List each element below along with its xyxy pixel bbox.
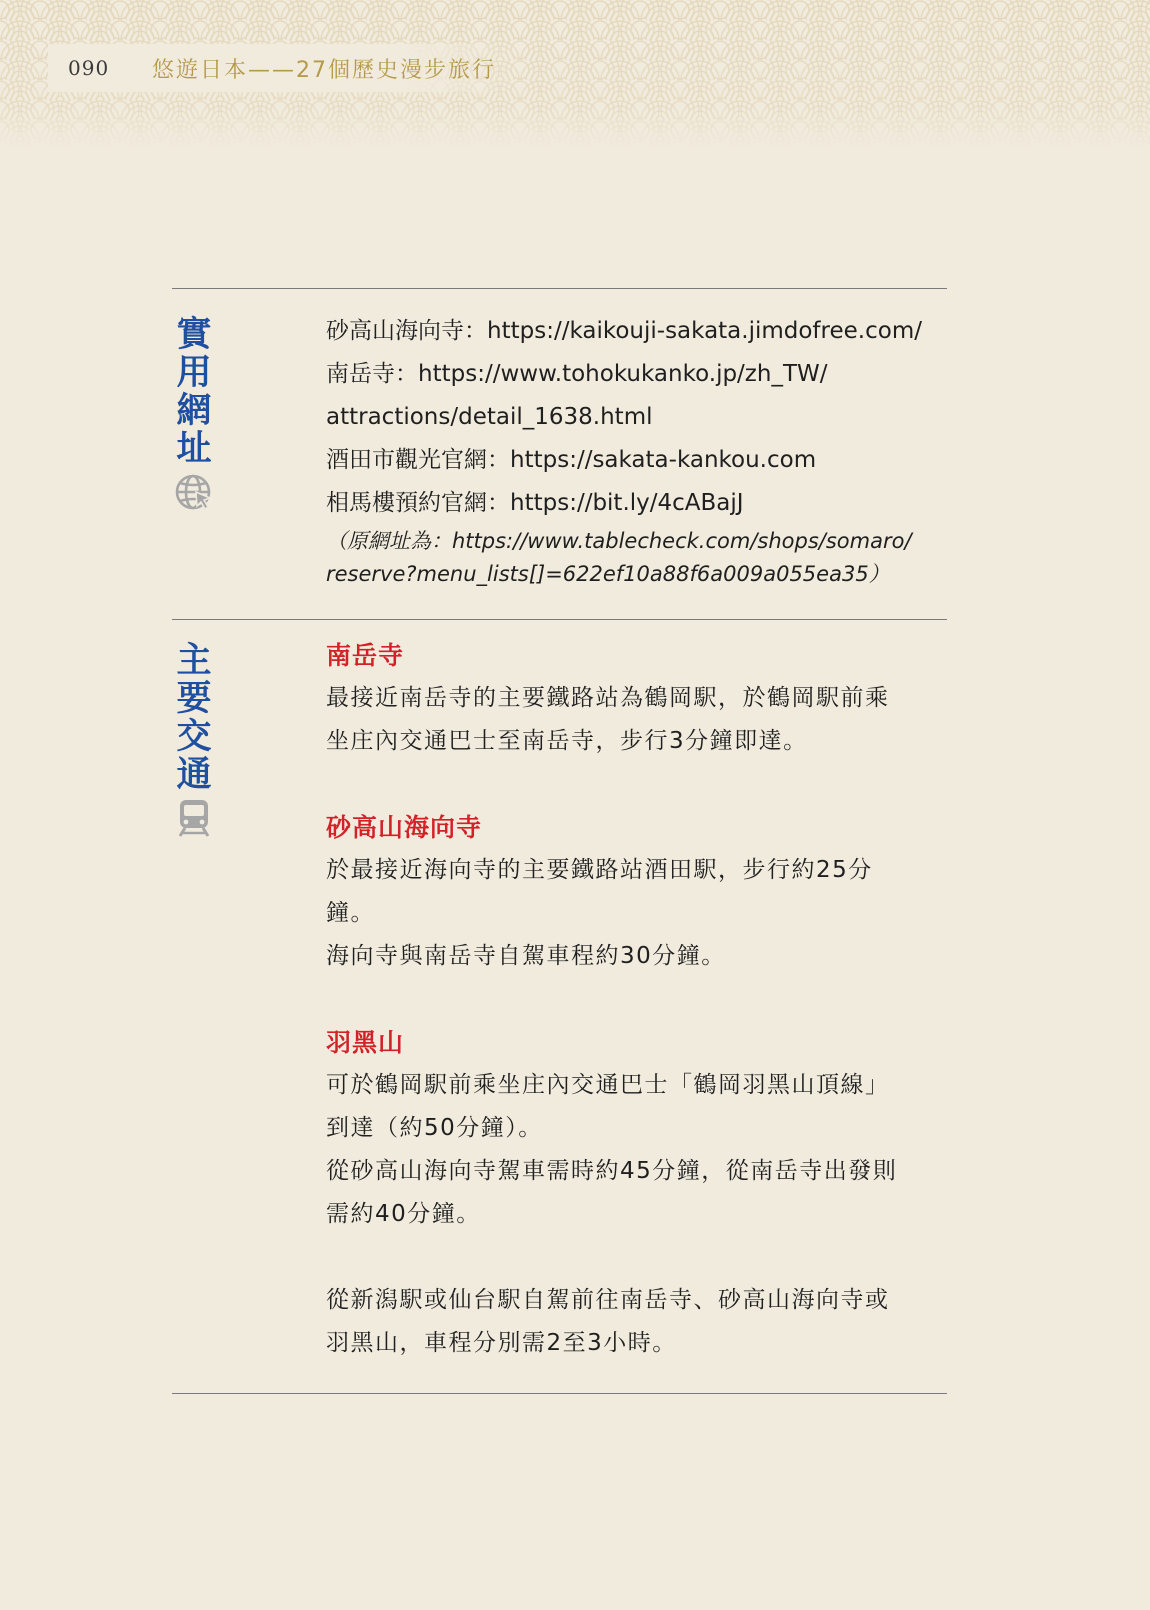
label-char: 主 xyxy=(176,641,212,681)
bottom-divider xyxy=(172,1393,947,1394)
transport-text: 從砂高山海向寺駕車需時約45分鐘，從南岳寺出發則 xyxy=(326,1158,898,1184)
section-label-transport xyxy=(172,642,216,838)
top-divider xyxy=(172,288,947,289)
transport-text: 於最接近海向寺的主要鐵路站酒田駅，步行約25分 xyxy=(326,857,873,883)
transport-text: 海向寺與南岳寺自駕車程約30分鐘。 xyxy=(326,943,726,969)
label-char: 通 xyxy=(176,755,212,795)
label-char: 要 xyxy=(176,679,212,719)
transport-closing: 羽黑山，車程分別需2至3小時。 xyxy=(326,1330,677,1356)
running-title: 悠遊日本——27個歷史漫步旅行 xyxy=(152,58,496,83)
heading-nangakuji: 南岳寺 xyxy=(326,641,405,670)
link-sakata-kankou[interactable]: 酒田市觀光官網：https://sakata-kankou.com xyxy=(326,447,817,473)
link-nangakuji[interactable]: 南岳寺：https://www.tohokukanko.jp/zh_TW/ xyxy=(326,361,828,387)
transport-text: 到達（約50分鐘）。 xyxy=(326,1115,543,1141)
page-number: 090 xyxy=(68,56,110,80)
transport-text: 坐庄內交通巴士至南岳寺，步行3分鐘即達。 xyxy=(326,728,808,754)
heading-kaikouji: 砂高山海向寺 xyxy=(326,813,483,842)
transport-content xyxy=(326,634,951,1365)
links-content xyxy=(326,310,951,591)
section-label-links xyxy=(172,316,216,512)
transport-closing: 從新潟駅或仙台駅自駕前往南岳寺、砂高山海向寺或 xyxy=(326,1287,890,1313)
link-note: reserve?menu_lists[]=622ef10a88f6a009a055ea35） xyxy=(326,562,890,586)
spacer xyxy=(326,763,951,806)
middle-divider xyxy=(172,619,947,620)
transport-text: 可於鶴岡駅前乘坐庄內交通巴士「鶴岡羽黑山頂線」 xyxy=(326,1072,890,1098)
label-char: 實 xyxy=(176,315,212,355)
globe-cursor-icon xyxy=(174,472,214,512)
label-char: 交 xyxy=(176,717,212,757)
heading-haguro: 羽黑山 xyxy=(326,1028,405,1057)
label-char: 用 xyxy=(176,353,212,393)
link-kaikouji[interactable]: 砂高山海向寺：https://kaikouji-sakata.jimdofree.com/ xyxy=(326,318,922,344)
transport-text: 需約40分鐘。 xyxy=(326,1201,481,1227)
link-somaro[interactable]: 相馬樓預約官網：https://bit.ly/4cABajJ xyxy=(326,490,744,516)
label-char: 址 xyxy=(176,429,212,469)
spacer xyxy=(326,978,951,1021)
link-nangakuji-cont[interactable]: attractions/detail_1638.html xyxy=(326,404,653,430)
link-note: （原網址為：https://www.tablecheck.com/shops/somaro/ xyxy=(326,529,912,553)
transport-text: 鐘。 xyxy=(326,900,375,926)
label-char: 網 xyxy=(176,391,212,431)
spacer xyxy=(326,1236,951,1279)
transport-text: 最接近南岳寺的主要鐵路站為鶴岡駅，於鶴岡駅前乘 xyxy=(326,685,890,711)
train-icon xyxy=(174,798,214,838)
